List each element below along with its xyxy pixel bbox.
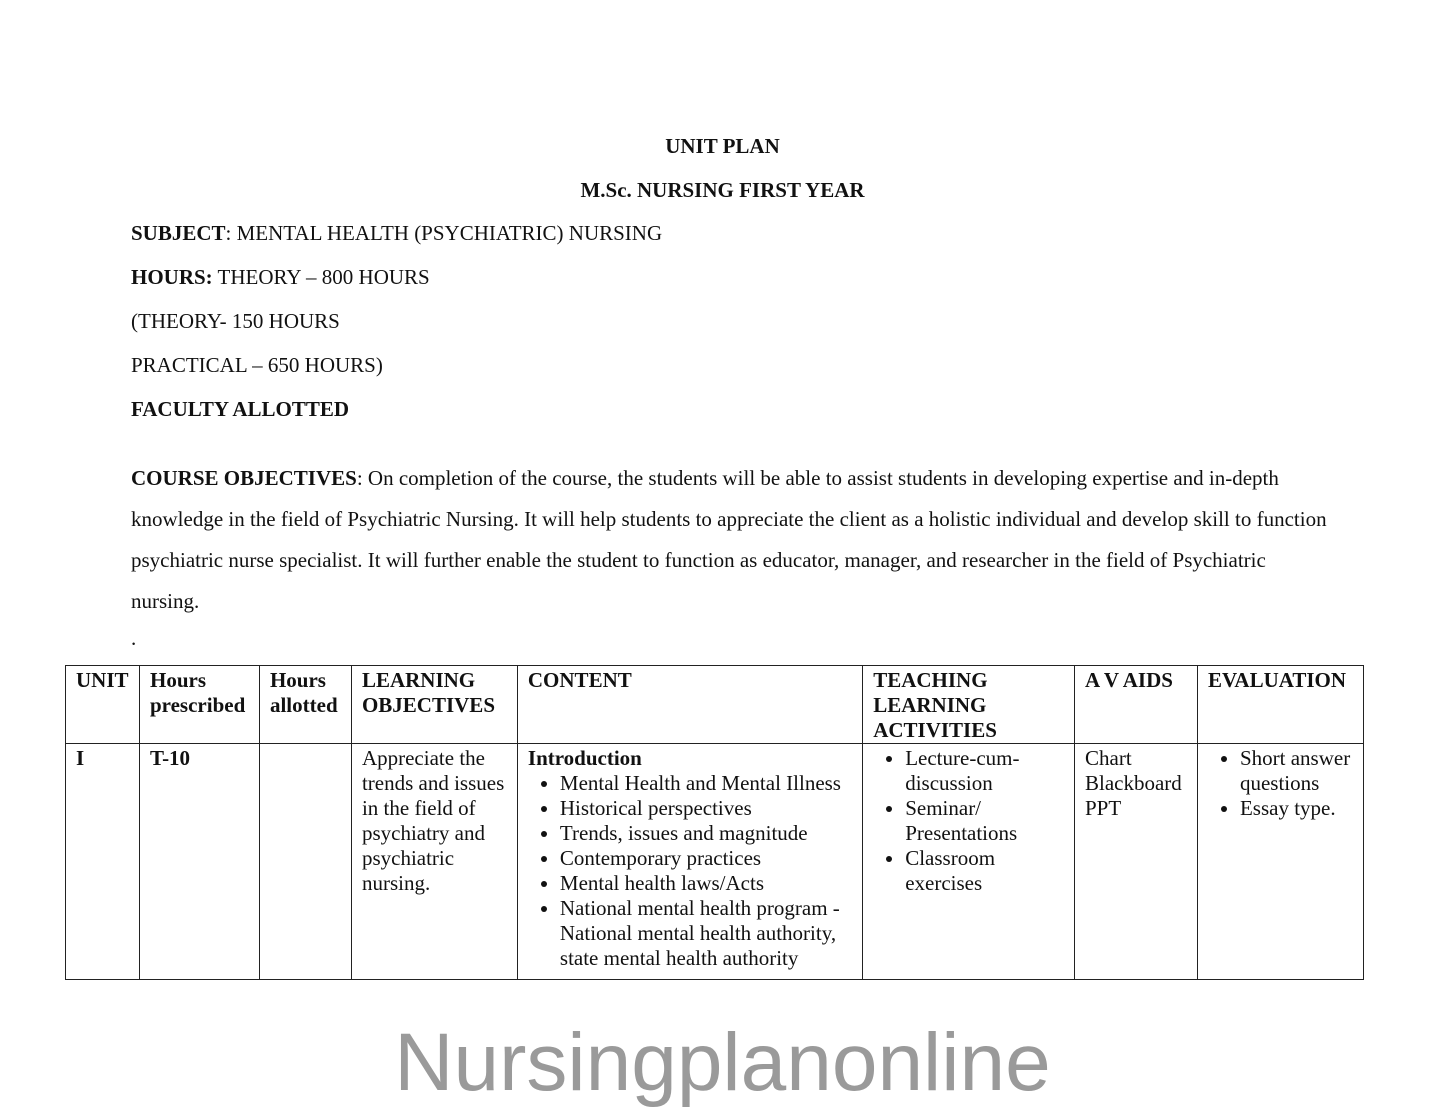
header-hours-allotted: Hours allotted [259, 666, 351, 744]
av-aid-item: PPT [1085, 796, 1122, 820]
cell-unit: I [66, 744, 140, 980]
unit-plan-table [65, 665, 1364, 980]
theory-line: (THEORY- 150 HOURS [131, 309, 340, 333]
subject-value: : MENTAL HEALTH (PSYCHIATRIC) NURSING [225, 221, 663, 245]
document-title: UNIT PLAN [665, 134, 780, 158]
list-item: • Contemporary practices [560, 846, 852, 871]
cell-activities [863, 744, 1075, 980]
list-item: • Short answer questions [1240, 746, 1353, 796]
watermark-text: Nursingplanonline [394, 1017, 1051, 1108]
list-item: • National mental health program - National mental health authority, state mental health authority [560, 896, 852, 971]
stray-dot: . [131, 626, 137, 650]
list-item: • Classroom exercises [905, 846, 1064, 896]
course-objectives [131, 458, 1331, 622]
content-title: Introduction [527, 746, 642, 770]
faculty-allotted: FACULTY ALLOTTED [131, 397, 350, 421]
table-row [66, 744, 1364, 980]
list-item: • Seminar/ Presentations [905, 796, 1064, 846]
cell-av-aids [1075, 744, 1198, 980]
header-teaching-activities: TEACHING LEARNING ACTIVITIES [863, 666, 1075, 744]
document-subtitle: M.Sc. NURSING FIRST YEAR [580, 178, 865, 202]
practical-line: PRACTICAL – 650 HOURS) [131, 353, 383, 377]
list-item: • Mental Health and Mental Illness [560, 771, 852, 796]
activities-list [873, 746, 1064, 896]
content-list [528, 771, 852, 971]
header-hours-prescribed: Hours prescribed [139, 666, 259, 744]
cell-evaluation [1197, 744, 1363, 980]
list-item: • Lecture-cum-discussion [905, 746, 1064, 796]
av-aid-item: Blackboard [1085, 771, 1182, 795]
list-item: • Mental health laws/Acts [560, 871, 852, 896]
hours-value: THEORY – 800 HOURS [212, 265, 430, 289]
header-av-aids: A V AIDS [1075, 666, 1198, 744]
list-item: • Historical perspectives [560, 796, 852, 821]
hours-label: HOURS: [131, 265, 213, 289]
header-unit: UNIT [66, 666, 140, 744]
header-learning-objectives: LEARNING OBJECTIVES [351, 666, 517, 744]
course-objectives-label: COURSE OBJECTIVES [131, 466, 357, 490]
cell-hours-allotted [259, 744, 351, 980]
subject-line [131, 221, 662, 246]
table-header-row [66, 666, 1364, 744]
av-aid-item: Chart [1085, 746, 1132, 770]
cell-content [517, 744, 862, 980]
header-content: CONTENT [517, 666, 862, 744]
cell-objectives: Appreciate the trends and issues in the field of psychiatry and psychiatric nursing. [351, 744, 517, 980]
hours-line [131, 265, 430, 290]
cell-hours-prescribed: T-10 [139, 744, 259, 980]
list-item: • Trends, issues and magnitude [560, 821, 852, 846]
list-item: • Essay type. [1240, 796, 1353, 821]
evaluation-list [1208, 746, 1353, 821]
course-objectives-text: : On completion of the course, the students will be able to assist students in developing expertise and in-depth knowledge in the field of Psychiatric Nursing. It will help students to appreciate the client as a holistic individual and develop skill to function psychiatric nurse specialist. It will further enable the student to function as educator, manager, and researcher in the field of Psychiatric nursing. [131, 466, 1327, 613]
header-evaluation: EVALUATION [1197, 666, 1363, 744]
subject-label: SUBJECT [131, 221, 226, 245]
